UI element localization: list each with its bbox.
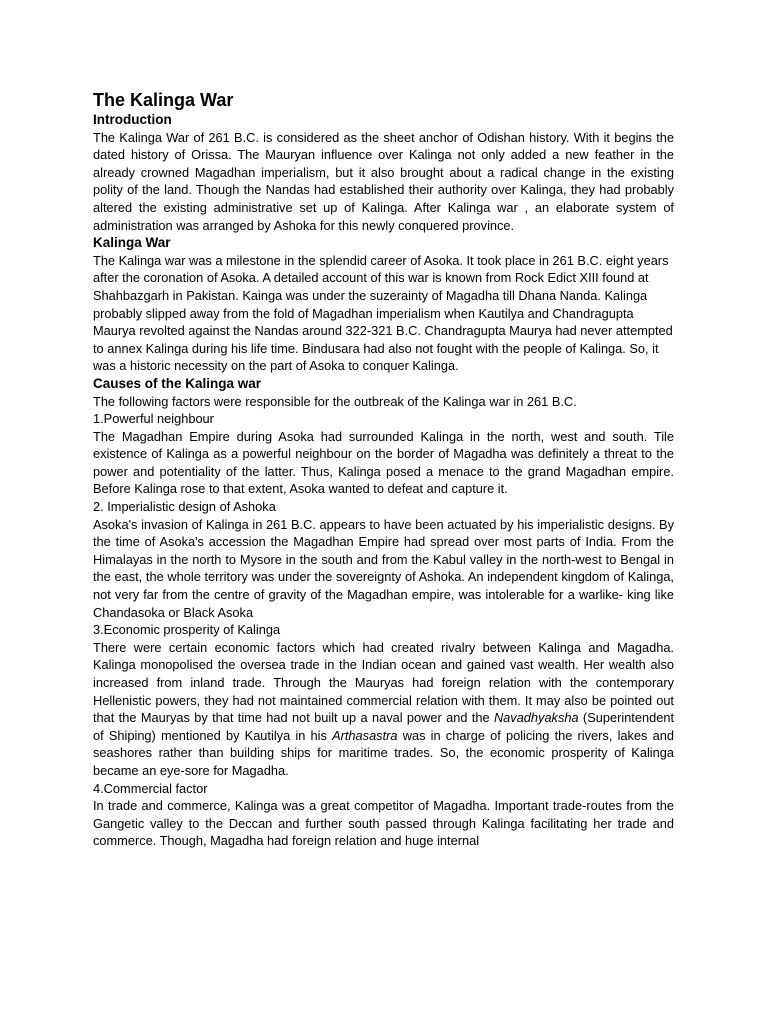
document-title: The Kalinga War	[93, 90, 234, 110]
cause-2-title: 2. Imperialistic design of Ashoka	[93, 499, 276, 515]
cause-3-text	[93, 639, 674, 780]
cause-1-title: 1.Powerful neighbour	[93, 411, 214, 427]
heading-causes: Causes of the Kalinga war	[93, 375, 262, 391]
cause-4-title: 4.Commercial factor	[93, 780, 208, 796]
cause-3-text-part-c: was in charge of policing the rivers, lakes and seashores rather than building ships for maritime trades. So, the economic prosperity of Kalinga became an eye-sore for Magadha.	[93, 727, 674, 778]
paragraph-kalinga-war: The Kalinga war was a milestone in the splendid career of Asoka. It took place in 261 B.C. eight years after the coronation of Asoka. A detailed account of this war is known from Rock Edict XIII found at Shahbazgarh in Pakistan. Kainga was under the suzerainty of Magadha till Dhana Nanda. Kalinga probably slipped away from the fold of Magadhan imperialism when Kautilya and Chandragupta Maurya revolted against the Nandas around 322-321 B.C. Chandragupta Maurya had never attempted to annex Kalinga during his life time. Bindusara had also not fought with the people of Kalinga. So, it was a historic necessity on the part of Asoka to conquer Kalinga.	[93, 252, 673, 374]
document-page	[93, 89, 674, 850]
cause-3-title: 3.Economic prosperity of Kalinga	[93, 622, 281, 638]
cause-2-text: Asoka's invasion of Kalinga in 261 B.C. appears to have been actuated by his imperialistic designs. By the time of Asoka's accession the Magadhan Empire had spread over most parts of India. From the Himalayas in the north to Mysore in the south and from the Kabul valley in the north-west to Bengal in the east, the whole territory was under the sovereignty of Ashoka. An independent kingdom of Kalinga, not very far from the centre of gravity of the Magadhan empire, was intolerable for a warlike- king like Chandasoka or Black Asoka	[93, 516, 674, 620]
cause-3-text-part-b: (Superintendent of Shiping) mentioned by Kautilya in his	[93, 710, 675, 743]
heading-kalinga-war: Kalinga War	[93, 235, 171, 251]
term-arthasastra: Arthasastra	[332, 727, 398, 743]
cause-1-text: The Magadhan Empire during Asoka had surrounded Kalinga in the north, west and south. Tile existence of Kalinga as a powerful neighbour on the border of Magadha was definitely a threat to the power and potentiality of the latter. Thus, Kalinga posed a menace to the grand Magadhan empire. Before Kalinga rose to that extent, Asoka wanted to defeat and capture it.	[93, 428, 674, 497]
cause-3-text-part-a: There were certain economic factors which had created rivalry between Kalinga and Magadha. Kalinga monopolised the oversea trade in the Indian ocean and gained vast wealth. Her wealth also increased from inland trade. Through the Mauryas had foreign relation with the contemporary Hellenistic powers, they had not maintained commercial relation with them. It may also be pointed out that the Mauryas by that time had not built up a naval power and the	[93, 639, 674, 726]
paragraph-introduction: The Kalinga War of 261 B.C. is considered as the sheet anchor of Odishan history. With it begins the dated history of Orissa. The Mauryan influence over Kalinga not only added a new feather in the already crowned Magadhan imperialism, but it also brought about a radical change in the existing polity of the land. Though the Nandas had established their authority over Kalinga, they had probably altered the existing administrative set up of Kalinga. After Kalinga war , an elaborate system of administration was arranged by Ashoka for this newly conquered province.	[93, 129, 674, 233]
cause-4-text: In trade and commerce, Kalinga was a great competitor of Magadha. Important trade-routes from the Gangetic valley to the Deccan and further south passed through Kalinga facilitating her trade and commerce. Though, Magadha had foreign relation and huge internal	[93, 798, 674, 849]
term-navadhyaksha: Navadhyaksha	[493, 710, 579, 726]
paragraph-causes-intro: The following factors were responsible for the outbreak of the Kalinga war in 261 B.C.	[93, 393, 577, 409]
heading-introduction: Introduction	[93, 112, 172, 127]
